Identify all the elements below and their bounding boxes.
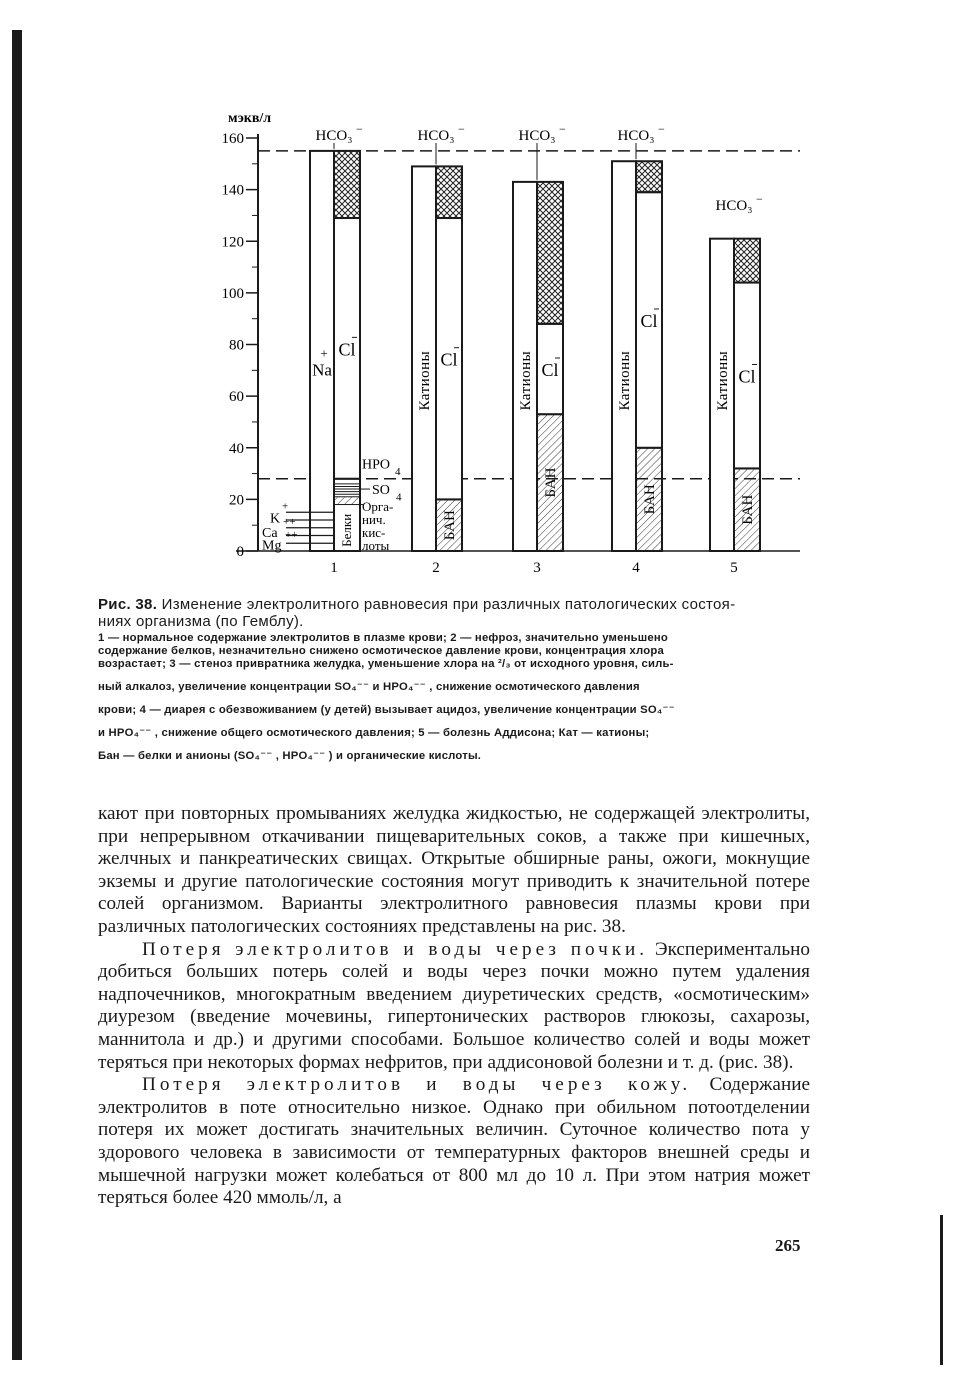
k-charge: +: [282, 500, 289, 513]
cl-label: Cl: [640, 310, 658, 331]
anion-hco3-segment: [436, 166, 462, 218]
figure-number: Рис. 38.: [98, 596, 158, 613]
so4-label: SO: [372, 483, 390, 499]
x-category-label: 2: [432, 560, 440, 576]
cation-label: Катионы: [518, 350, 534, 411]
legend-note: Бан — белки и анионы (SO₄⁻⁻ , HPO₄⁻⁻ ) и органические кислоты.: [98, 750, 482, 762]
na-label: Na: [312, 360, 332, 380]
y-tick-label: 120: [221, 234, 244, 251]
figure-caption-title: [98, 596, 813, 630]
y-tick-label: 100: [221, 285, 244, 302]
section-heading-skin: Потеря электролитов и воды через кожу.: [142, 1074, 692, 1096]
hpo4-label: HPO: [362, 457, 391, 473]
anion-hco3-segment: [636, 161, 662, 192]
page-number: 265: [775, 1236, 801, 1255]
figure-title-line2: ниях организма (по Гемблу).: [98, 613, 304, 630]
organic-acids-label: кис-: [362, 524, 386, 540]
hpo4-sub: 4: [395, 465, 401, 478]
hco3-label: HCO₃: [417, 128, 455, 144]
cation-label: Катионы: [417, 350, 433, 411]
legend-note: содержание белков, незначительно снижено осмотическое давление крови, концентрация хлора: [98, 645, 664, 657]
y-tick-label: 80: [229, 337, 244, 354]
paragraph-text: Экспериментально добиться больших потерь солей и воды через почки можно путем удаления надпочечников, многократным введением диуретических средств, «осмотическим» диурезом (введение мочевины, гипертонических растворов глюкозы, сахарозы, маннитола и др.) и другими способами. Большое количество солей и воды может теряться при некоторых формах нефритов, при аддисоновой болезни и т. д. (рис. 38).: [98, 938, 810, 1073]
y-tick-label: 40: [229, 440, 244, 457]
x-category-label: 5: [730, 560, 738, 576]
cl-label: Cl: [738, 366, 756, 387]
organic-acids-label: нич.: [362, 511, 386, 527]
k-label: K: [270, 511, 281, 527]
section-heading-kidneys: Потеря электролитов и воды через почки.: [142, 938, 649, 960]
mg-charge: ++: [285, 529, 298, 542]
ca-label: Ca: [262, 525, 278, 541]
legend-note: ный алкалоз, увеличение концентрации SO₄⁻⁻ и HPO₄⁻⁻ , снижение осмотического давления: [98, 681, 640, 693]
paragraph-text: Содержание электролитов в поте относительно низкое. Однако при обильном потоотделении потеря их может достигать значительных величин. Суточное количество пота у здорового человека в зависимости от температурных факторов внешней среды и мышечной нагрузки может колебаться от 800 мл до 10 л. При этом натрия может теряться более 420 ммоль/л, а: [98, 1074, 810, 1209]
paragraph: [98, 939, 810, 1075]
hco3-charge: −: [559, 122, 566, 136]
anion-organic-band: [334, 497, 360, 505]
hco3-label: HCO₃: [715, 198, 753, 214]
scan-edge-right: [940, 1215, 943, 1365]
cl-label: Cl: [541, 360, 559, 381]
x-category-label: 3: [533, 560, 541, 576]
organic-acids-label: Орга-: [362, 498, 394, 514]
ban-label: БАН: [543, 467, 559, 498]
figure-title: Изменение электролитного равновесия при различных патологических состоя-: [161, 596, 736, 613]
cation-label: Катионы: [715, 350, 731, 411]
ca-charge: ++: [283, 516, 296, 529]
y-axis-unit: мэкв/л: [228, 111, 272, 126]
ban-label: БАН: [642, 484, 658, 515]
hco3-charge: −: [458, 122, 465, 136]
y-tick-label: 0: [236, 544, 244, 560]
ban-label: БАН: [442, 510, 458, 541]
organic-acids-label: лоты: [362, 537, 390, 553]
cl-label: Cl: [338, 339, 356, 360]
y-tick-label: 140: [221, 182, 244, 199]
paragraph: [98, 1074, 810, 1210]
hco3-charge: −: [756, 192, 763, 206]
cl-label: Cl: [440, 349, 458, 370]
hco3-label: HCO₃: [518, 128, 556, 144]
x-category-label: 1: [330, 560, 338, 576]
ban-label: БАН: [740, 494, 756, 525]
anion-hco3-segment: [334, 151, 360, 218]
anion-hco3-segment: [537, 182, 563, 324]
belki-label: Белки: [339, 513, 354, 547]
legend-note: и HPO₄⁻⁻ , снижение общего осмотического давления; 5 — болезнь Аддисона; Кат — катионы;: [98, 727, 650, 739]
hco3-label: HCO₃: [315, 128, 353, 144]
body-text: [98, 803, 810, 1210]
hco3-label: HCO₃: [617, 128, 655, 144]
legend-note: 1 — нормальное содержание электролитов в плазме крови; 2 — нефроз, значительно уменьшено: [98, 632, 668, 644]
y-tick-label: 20: [229, 492, 244, 509]
legend-note: возрастает; 3 — стеноз привратника желудка, уменьшение хлора на ²/₃ от исходного уровня, силь-: [98, 658, 674, 670]
mg-label: Mg: [262, 538, 282, 554]
hco3-charge: −: [356, 122, 363, 136]
y-tick-label: 60: [229, 389, 244, 406]
electrolyte-chart: [0, 0, 954, 590]
so4-sub: 4: [396, 491, 402, 504]
x-category-label: 4: [632, 560, 640, 576]
na-charge: +: [320, 345, 328, 361]
cation-label: Катионы: [617, 350, 633, 411]
figure-legend-notes: [98, 632, 813, 763]
hco3-charge: −: [658, 122, 665, 136]
legend-note: крови; 4 — диарея с обезвоживанием (у детей) вызывает ацидоз, увеличение концентрации SO₄⁻⁻: [98, 704, 675, 716]
y-tick-label: 160: [221, 131, 244, 147]
paragraph: кают при повторных промываниях желудка жидкостью, не содержащей электролиты, при непрерывном откачивании пищеварительных соков, а также при кишечных, желчных и панкреатических свищах. Открытые обширные раны, ожоги, мокнущие экземы и другие патологические состояния могут приводить к значительной потере солей организмом. Варианты электролитного равновесия плазмы крови при различных патологических состояниях представлены на рис. 38.: [98, 803, 810, 937]
anion-hco3-segment: [734, 239, 760, 283]
